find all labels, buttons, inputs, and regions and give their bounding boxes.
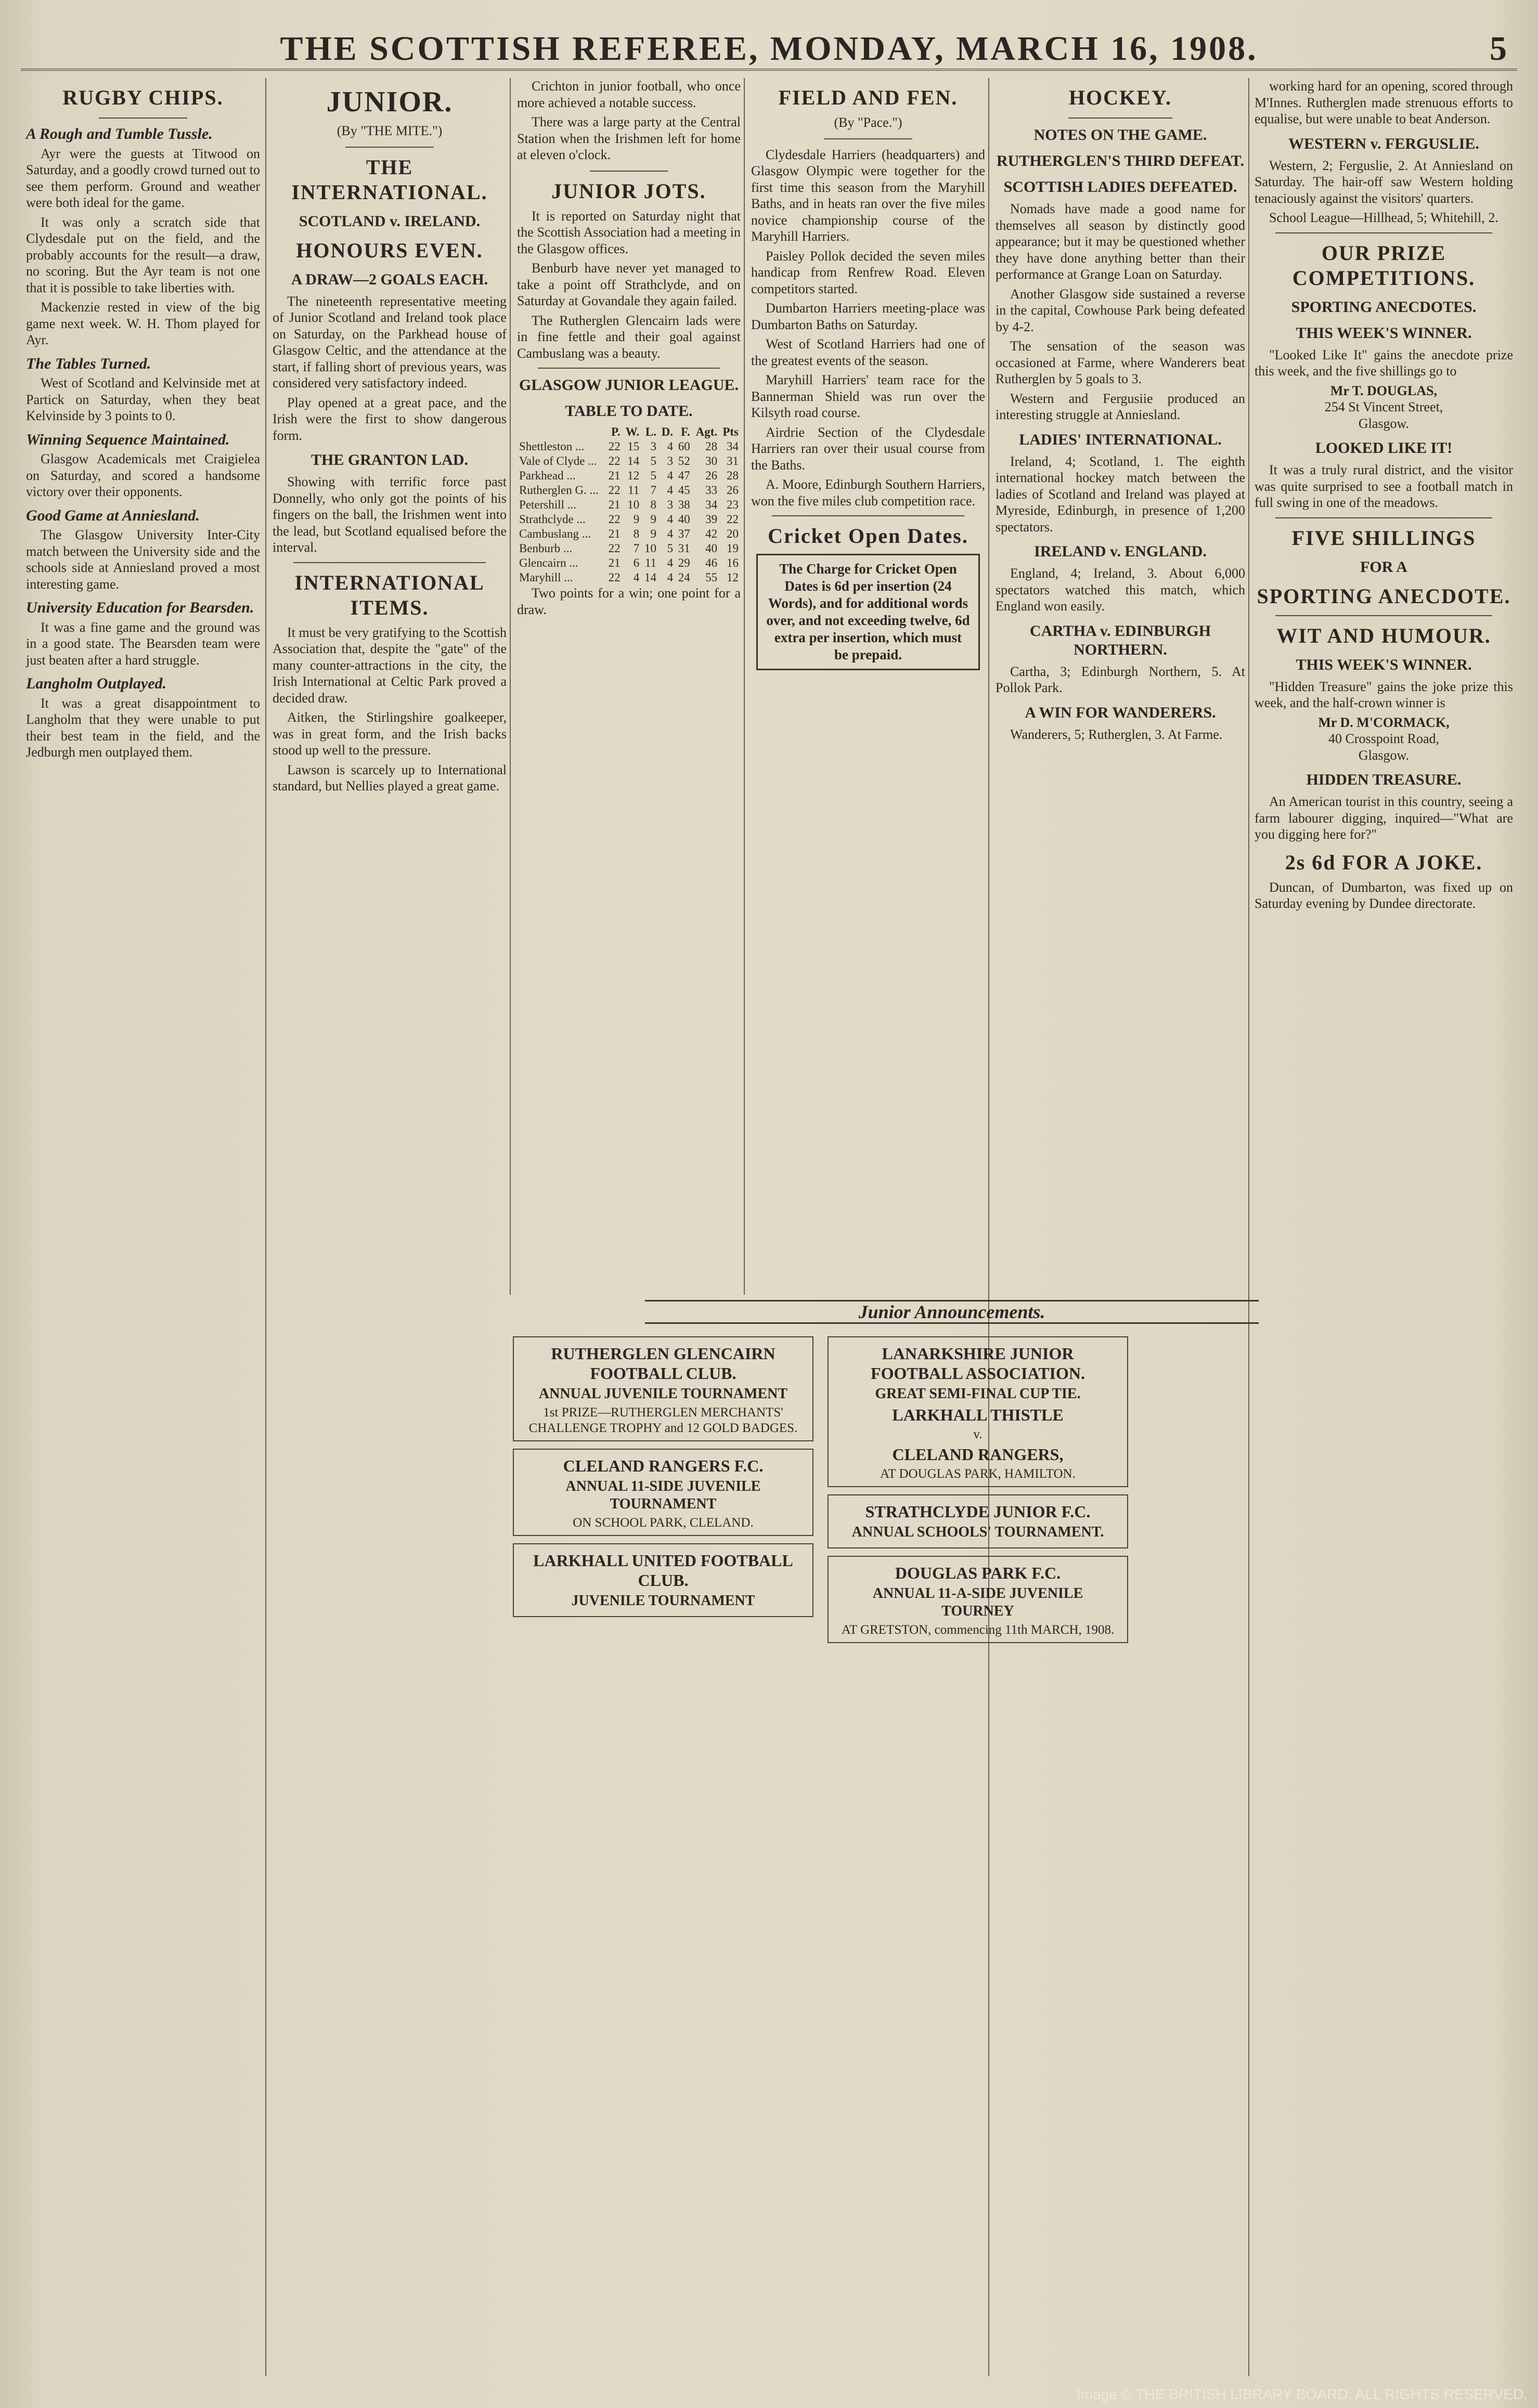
table-cell: 23 [727,498,739,511]
masthead [21,27,1517,71]
paragraph: Maryhill Harriers' team race for the Bannerman Shield was run over the Kilsyth road course. [751,372,985,420]
subheading: THE GRANTON LAD. [311,451,468,468]
winner-city: Glasgow. [1358,747,1410,763]
table-cell: 22 [608,513,621,526]
table-cell: 34 [727,440,739,453]
table-cell: 42 [705,527,718,540]
table-cell: 12 [627,469,640,482]
headline: LOOKED LIKE IT! [1315,439,1453,457]
paragraph: It must be very gratifying to the Scottish Association that, despite the "gate" of the many counter-attractions in the city, the Irish International at Celtic Park proved a decided draw. [273,624,507,706]
paragraph: The sensation of the season was occasioned at Farme, where Wanderers beat Rutherglen by 5 goals to 3. [996,339,1245,386]
paragraph: Aitken, the Stirlingshire goalkeeper, was in great form, and the Irish backs stood up well to the pressure. [273,710,507,758]
paragraph: Western and Fergusiie produced an interesting struggle at Anniesland. [996,391,1245,422]
table-cell: 10 [644,542,656,555]
table-cell: 22 [727,513,739,526]
subheading: A Rough and Tumble Tussle. [26,125,213,142]
subheading: University Education for Bearsden. [26,599,254,616]
ad-body: ON SCHOOL PARK, CLELAND. [573,1516,754,1530]
ad-body: AT DOUGLAS PARK, HAMILTON. [880,1467,1076,1481]
table-cell: 8 [650,498,656,511]
paragraph: Ireland, 4; Scotland, 1. The eighth international hockey match between the ladies of Scotland and Ireland was played at Myreside, Edinburgh, in presence of 1,200 spectators. [996,453,1245,535]
table-header-cell: D. [661,425,674,438]
table-cell: 7 [650,484,656,497]
advertisement [513,1336,813,1441]
table-cell: 5 [667,542,674,555]
table-cell: 15 [627,440,640,453]
divider [772,515,964,516]
table-cell: 39 [705,513,718,526]
winner-name: Mr T. DOUGLAS, [1330,383,1438,398]
table-cell: 19 [727,542,739,555]
section-heading: RUGBY CHIPS. [62,86,224,109]
advertisement [513,1543,813,1617]
headline: GLASGOW JUNIOR LEAGUE. [519,376,739,394]
ad-subtitle: ANNUAL 11-A-SIDE JUVENILE TOURNEY [872,1585,1083,1619]
column-field-and-fen [744,78,991,1295]
table-cell: 3 [667,454,674,467]
page-number: 5 [1490,30,1507,68]
headline: LADIES' INTERNATIONAL. [1019,431,1222,448]
headline: A WIN FOR WANDERERS. [1025,704,1216,721]
headline: SPORTING ANECDOTE. [1257,584,1511,608]
ad-body: AT GRETSTON, commencing 11th MARCH, 1908. [841,1623,1115,1637]
headline: THIS WEEK'S WINNER. [1296,324,1472,342]
table-cell: Shettleston ... [519,440,585,453]
table-cell: 20 [727,527,739,540]
table-cell: Vale of Clyde ... [519,454,597,467]
table-cell: 11 [628,484,640,497]
section-heading: JUNIOR. [326,86,453,118]
divider [293,562,486,563]
table-cell: 4 [667,527,674,540]
table-cell: 4 [667,513,674,526]
table-row [517,556,741,570]
subheading: Good Game at Anniesland. [26,506,200,524]
paragraph: Ayr were the guests at Titwood on Saturday, and a goodly crowd turned out to see them perform. Ground and weather were both ideal for the game. [26,146,260,210]
table-row [517,512,741,527]
paragraph: There was a large party at the Central Station when the Irishmen left for home at eleven o'clock. [517,114,741,162]
table-cell: 21 [608,556,621,569]
paragraph: Wanderers, 5; Rutherglen, 3. At Farme. [1010,726,1223,742]
paragraph: Two points for a win; one point for a draw. [517,585,741,617]
divider [99,118,187,119]
table-cell: 22 [608,571,621,584]
table-cell: 38 [678,498,690,511]
headline: FOR A [1360,558,1407,576]
column-junior [265,78,513,2376]
headline: OUR PRIZE COMPETITIONS. [1292,241,1476,290]
headline: JUNIOR JOTS. [551,179,706,203]
paragraph: A. Moore, Edinburgh Southern Harriers, won the five miles club competition race. [751,477,985,509]
column-junior-jots [510,78,747,1295]
paragraph: School League—Hillhead, 5; Whitehill, 2. [1269,210,1498,225]
table-cell: 31 [727,454,739,467]
table-cell: 4 [667,440,674,453]
table-cell: 26 [705,469,718,482]
table-cell: 4 [667,469,674,482]
table-cell: Glencairn ... [519,556,578,569]
paragraph: Cartha, 3; Edinburgh Northern, 5. At Pollok Park. [996,663,1245,695]
winner-city: Glasgow. [1358,415,1410,431]
ad-title: LARKHALL UNITED FOOTBALL CLUB. [533,1551,793,1590]
table-cell: 11 [644,556,656,569]
table-cell: 28 [727,469,739,482]
table-cell: 12 [727,571,739,584]
headline: 2s 6d FOR A JOKE. [1285,850,1483,874]
paragraph: Showing with terrific force past Donnelly, who only got the points of his fingers on the ball, the Irishmen went into the lead, but Scotland equalised before the interval. [273,474,507,555]
paragraph: working hard for an opening, scored through M'Innes. Rutherglen made strenuous efforts to equalise, but were unable to beat Anderson. [1255,79,1513,126]
ad-subtitle: ANNUAL SCHOOLS' TOURNAMENT. [851,1524,1104,1540]
table-row [517,498,741,512]
table-cell: 40 [678,513,690,526]
table-cell: 47 [678,469,690,482]
divider [590,171,668,172]
ad-subtitle: JUVENILE TOURNAMENT [571,1593,755,1609]
paragraph: West of Scotland and Kelvinside met at Partick on Saturday, when they beat Kelvinside by 3 points to 0. [26,375,260,423]
table-row [517,454,741,468]
table-header-cell: L. [645,425,656,438]
ad-title: STRATHCLYDE JUNIOR F.C. [865,1502,1091,1521]
headline: SCOTLAND v. IRELAND. [299,212,481,230]
winner-address: 40 Crosspoint Road, [1328,731,1440,746]
table-cell: Parkhead ... [519,469,576,482]
league-table [517,425,741,585]
ad-team: LARKHALL THISTLE [892,1405,1064,1424]
table-header-cell: Agt. [695,425,718,438]
table-cell: 55 [705,571,718,584]
table-cell: 21 [608,469,621,482]
paragraph: Another Glasgow side sustained a reverse in the capital, Cowhouse Park being defeated by 4-2. [996,286,1245,334]
winner-address: 254 St Vincent Street, [1324,399,1443,414]
ad-title: DOUGLAS PARK F.C. [895,1564,1061,1582]
paragraph: "Hidden Treasure" gains the joke prize this week, and the half-crown winner is [1255,679,1513,710]
paragraph: Clydesdale Harriers (headquarters) and Glasgow Olympic were together for the first time this season from the Maryhill Baths, and in heats ran over the five miles novice championship course of the Maryhill Harriers. [751,147,985,244]
ad-team: CLELAND RANGERS, [892,1445,1064,1464]
ad-subtitle: GREAT SEMI-FINAL CUP TIE. [875,1386,1081,1402]
table-cell: 3 [667,498,674,511]
table-header-cell: P. [611,425,621,438]
table-cell: 24 [678,571,690,584]
table-cell: Cambuslang ... [519,527,591,540]
table-cell: 4 [667,571,674,584]
headline: THE INTERNATIONAL. [291,155,488,204]
table-cell: 9 [650,513,656,526]
subheading: NOTES ON THE GAME. [1033,126,1207,144]
advertisement [513,1449,813,1536]
table-cell: 9 [633,513,640,526]
ad-versus: v. [973,1427,983,1441]
headline: HONOURS EVEN. [296,238,483,262]
announcements-right [824,1331,1131,2371]
paragraph: It was a great disappointment to Langholm that they were unable to put their best team in the field, and the Jedburgh men outplayed them. [26,695,260,760]
byline: (By "THE MITE.") [337,123,443,138]
paragraph: It was a fine game and the ground was in a good state. The Bearsden team were just beaten after a hard struggle. [26,619,260,668]
table-cell: 40 [705,542,718,555]
table-cell: 6 [633,556,640,569]
section-heading: HOCKEY. [1068,86,1172,109]
subheading: SCOTTISH LADIES DEFEATED. [1003,178,1237,196]
advertisement [828,1336,1128,1487]
table-cell: 16 [727,556,739,569]
table-cell: 37 [678,527,690,540]
paragraph: The Glasgow University Inter-City match between the University side and the schools side at Anniesland proved a most interesting game. [26,527,260,592]
headline: HIDDEN TREASURE. [1306,771,1462,788]
headline: CARTHA v. EDINBURGH NORTHERN. [1029,622,1211,658]
ad-title: RUTHERGLEN GLENCAIRN FOOTBALL CLUB. [551,1344,776,1383]
paragraph: The nineteenth representative meeting of Junior Scotland and Ireland took place on Saturday, on the Parkhead house of Glasgow Celtic, and the attendance at the start, if falling short of previous years, was considered very satisfactory indeed. [273,293,507,391]
table-cell: 34 [705,498,718,511]
table-cell: 52 [678,454,690,467]
headline: THIS WEEK'S WINNER. [1296,656,1472,673]
paragraph: Benburb have never yet managed to take a point off Strathclyde, and on Saturday at Govandale they again failed. [517,261,741,308]
table-cell: Petershill ... [519,498,576,511]
table-cell: 46 [705,556,718,569]
table-cell: 22 [608,542,621,555]
table-cell: 21 [608,527,621,540]
table-cell: 22 [608,454,621,467]
announcements-heading: Junior Announcements. [645,1300,1259,1324]
table-cell: 7 [633,542,640,555]
masthead-title: THE SCOTTISH REFEREE, MONDAY, MARCH 16, 1908. [280,30,1258,68]
subheading: RUTHERGLEN'S THIRD DEFEAT. [997,152,1244,170]
divider [345,147,434,148]
table-cell: 10 [627,498,640,511]
table-cell: 22 [608,484,621,497]
paragraph: Dumbarton Harriers meeting-place was Dumbarton Baths on Saturday. [751,301,985,332]
paragraph: Airdrie Section of the Clydesdale Harriers ran over their usual course from the Baths. [751,424,985,473]
ad-body: 1st PRIZE—RUTHERGLEN MERCHANTS' CHALLENGE TROPHY and 12 GOLD BADGES. [528,1405,798,1435]
advertisement [828,1494,1128,1548]
headline: WIT AND HUMOUR. [1276,623,1491,647]
subheading: Langholm Outplayed. [26,675,167,692]
paragraph: England, 4; Ireland, 3. About 6,000 spectators watched this match, which England won easily. [996,566,1245,614]
paragraph: It was a truly rural district, and the visitor was quite surprised to see a football match in full swing in one of the meadows. [1255,462,1513,510]
table-cell: 45 [678,484,690,497]
byline: (By "Pace.") [834,115,902,130]
headline: Cricket Open Dates. [768,524,968,548]
table-header-cell [517,425,605,439]
table-cell: 5 [650,454,656,467]
headline: SPORTING ANECDOTES. [1291,298,1477,316]
table-cell: Benburb ... [519,542,573,555]
table-cell: 33 [705,484,718,497]
headline: IRELAND v. ENGLAND. [1034,543,1207,560]
paragraph: The Rutherglen Glencairn lads were in fine fettle and their goal against Cambuslang was a beauty. [517,313,741,361]
divider [824,138,912,139]
table-cell: 9 [650,527,656,540]
headline: FIVE SHILLINGS [1291,526,1476,550]
table-cell: Strathclyde ... [519,513,586,526]
paragraph: Paisley Pollok decided the seven miles handicap from Renfrew Road. Eleven competitors started. [751,248,985,296]
table-cell: 4 [667,484,674,497]
divider [538,368,720,369]
table-row [517,541,741,556]
divider [1275,615,1492,616]
notice-box: The Charge for Cricket Open Dates is 6d per insertion (24 Words), and for additional words over, and not exceeding twelve, 6d extra per insertion, which must be prepaid. [756,554,980,670]
divider [1068,118,1172,119]
paragraph: Western, 2; Ferguslie, 2. At Anniesland on Saturday. The hair-off saw Western holding tenaciously against the visitors' quarters. [1255,158,1513,206]
table-header-cell: W. [625,425,640,438]
table-row [517,468,741,483]
copyright-credit: Image © THE BRITISH LIBRARY BOARD. ALL RIGHTS RESERVED. [1076,2386,1528,2402]
paragraph: "Looked Like It" gains the anecdote prize this week, and the five shillings go to [1255,347,1513,379]
table-cell: 4 [633,571,640,584]
paragraph: Glasgow Academicals met Craigielea on Saturday, and scored a handsome victory over their opponents. [26,451,260,499]
paragraph: Play opened at a great pace, and the Irish were the first to show dangerous form. [273,395,507,443]
headline: A DRAW—2 GOALS EACH. [291,270,488,288]
headline: WESTERN v. FERGUSLIE. [1288,135,1479,152]
table-cell: 8 [633,527,640,540]
table-header-cell: Pts [722,425,739,438]
paragraph: Crichton in junior football, who once more achieved a notable success. [517,79,741,110]
ad-title: CLELAND RANGERS F.C. [563,1456,764,1475]
table-cell: 14 [644,571,656,584]
table-cell: 60 [678,440,690,453]
table-cell: 21 [608,498,621,511]
paragraph: West of Scotland Harriers had one of the greatest events of the season. [751,336,985,368]
table-cell: 4 [667,556,674,569]
table-row [517,527,741,541]
column-rugby [21,78,265,2376]
headline: TABLE TO DATE. [565,402,693,420]
table-cell: Maryhill ... [519,571,573,584]
table-cell: 30 [705,454,718,467]
paragraph: It is reported on Saturday night that the Scottish Association had a meeting in the Glasgow offices. [517,208,741,256]
table-header-cell: F. [681,425,690,438]
table-cell: 5 [650,469,656,482]
winner-name: Mr D. M'CORMACK, [1318,714,1450,730]
paragraph: Mackenzie rested in view of the big game next week. W. H. Thom played for Ayr. [26,300,260,347]
paragraph: Duncan, of Dumbarton, was fixed up on Saturday evening by Dundee directorate. [1255,879,1513,911]
ad-subtitle: ANNUAL JUVENILE TOURNAMENT [538,1386,788,1402]
table-cell: Rutherglen G. ... [519,484,599,497]
announcements-left [510,1331,817,2371]
advertisement [828,1556,1128,1643]
paragraph: It was only a scratch side that Clydesdale put on the field, and the probably accounts for the result—a draw, no scoring. But the Ayr team is not one that it is possible to take liberties with. [26,214,260,295]
paragraph: Nomads have made a good name for themselves all season by distinctly good appearance; but it may be questioned whether they have done anything better than their performance at Grange Loan on Saturday. [996,201,1245,282]
ad-subtitle: ANNUAL 11-SIDE JUVENILE TOURNAMENT [565,1478,761,1512]
divider [1275,232,1492,233]
divider [1275,517,1492,518]
table-cell: 22 [608,440,621,453]
table-cell: 31 [678,542,690,555]
table-cell: 3 [650,440,656,453]
section-heading: FIELD AND FEN. [778,86,958,109]
table-row [517,570,741,585]
paragraph: Lawson is scarcely up to International standard, but Nellies played a great game. [273,762,507,793]
table-cell: 26 [727,484,739,497]
paragraph: An American tourist in this country, seeing a farm labourer digging, inquired—"What are you digging here for?" [1255,794,1513,842]
table-cell: 29 [678,556,690,569]
table-row [517,439,741,454]
table-cell: 28 [705,440,718,453]
table-cell: 14 [627,454,640,467]
subheading: Winning Sequence Maintained. [26,431,230,448]
subheading: The Tables Turned. [26,355,151,372]
column-competitions [1248,78,1518,2376]
ad-title: LANARKSHIRE JUNIOR FOOTBALL ASSOCIATION. [871,1344,1085,1383]
headline: INTERNATIONAL ITEMS. [294,570,485,619]
table-row [517,483,741,498]
